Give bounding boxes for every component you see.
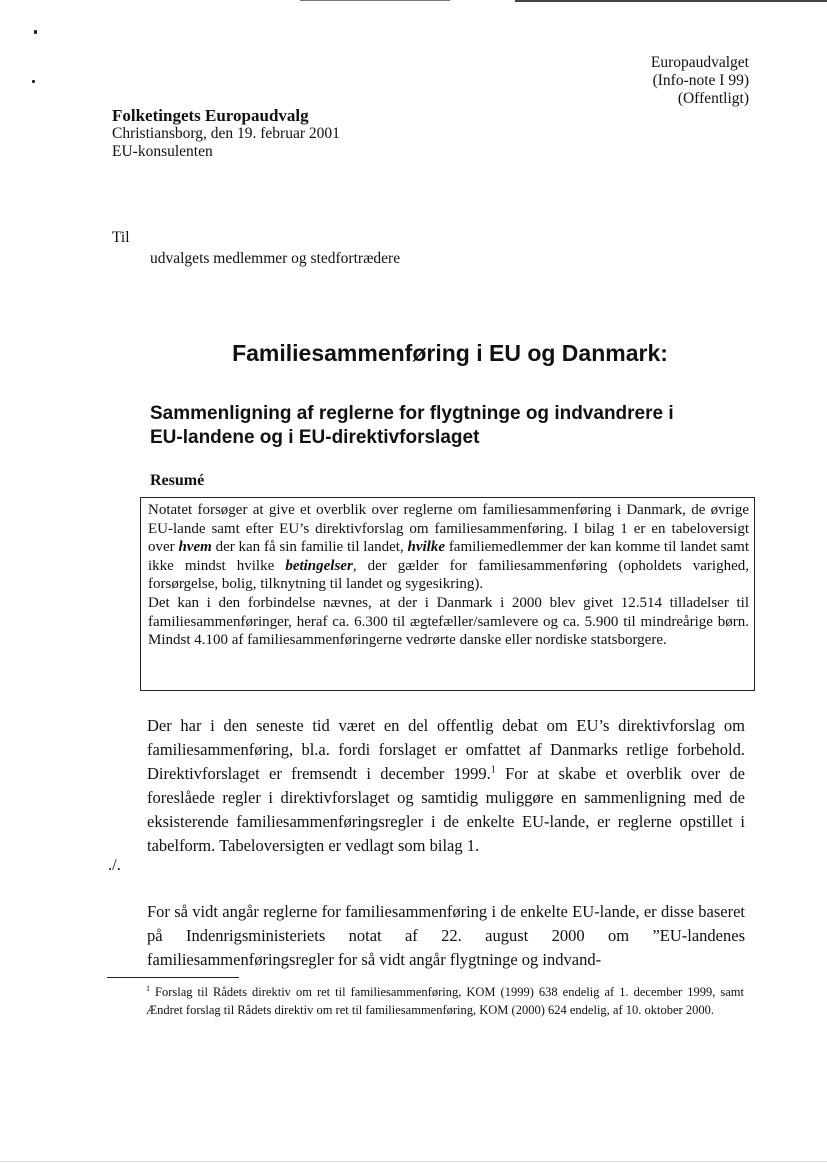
sender-organization: Folketingets Europaudvalg xyxy=(112,106,309,125)
footnote-separator xyxy=(107,977,239,978)
emphasis-betingelser: betingelser xyxy=(285,557,353,574)
resume-text: , der gælder for familiesammenføring (opholdets varighed, forsørgelse, bolig, tilknytning til landet og sygesikring). xyxy=(148,557,749,593)
body-text: For så vidt angår reglerne for familiesammenføring i de enkelte EU-lande, er disse baseret på Indenrigsministeriets notat af 22. august 2000 om ”EU-landenes familiesammenføringsregler for så vidt angår flygtninge og indvand- xyxy=(147,902,745,969)
footnote xyxy=(146,983,744,1019)
resume-heading: Resumé xyxy=(150,472,205,489)
body-text: Der har i den seneste tid været en del offentlig debat om EU’s direktivforslag om familiesammenføring, bl.a. fordi forslaget er omfattet af Danmarks retlige forbehold. Direktivforslaget er fremsendt i december 1999. xyxy=(147,716,745,783)
sender-block xyxy=(112,107,340,161)
scan-speck xyxy=(34,30,37,34)
committee-name: Europaudvalget xyxy=(650,54,749,71)
resume-paragraph xyxy=(148,501,749,594)
addressee-recipients: udvalgets medlemmer og stedfortrædere xyxy=(150,250,401,267)
footnote-text: Forslag til Rådets direktiv om ret til familiesammenføring, KOM (1999) 638 endelig af 1. december 1999, samt Ændret forslag til Rådets direktiv om ret til familiesammenføring, KOM (2000) 624 endelig, af 10. oktober 2000. xyxy=(146,985,745,1017)
body-paragraph xyxy=(147,900,745,972)
resume-text: familiemedlemmer der kan komme til landet samt ikke mindst hvilke xyxy=(148,539,749,574)
scan-edge-line xyxy=(300,0,450,1)
emphasis-hvilke: hvilke xyxy=(407,539,446,556)
author: EU-konsulenten xyxy=(112,143,213,160)
document-reference xyxy=(651,54,749,108)
place-date: Christiansborg, den 19. februar 2001 xyxy=(112,125,340,142)
subtitle-line: Sammenligning af reglerne for flygtninge og indvandrere i xyxy=(150,403,674,424)
body-paragraph xyxy=(147,714,745,858)
scan-speck xyxy=(32,80,35,83)
enclosure-margin-mark: ./. xyxy=(108,855,121,874)
note-reference: (Info-note I 99) xyxy=(652,72,749,89)
resume-box xyxy=(140,497,755,691)
resume-paragraph: Det kan i den forbindelse nævnes, at der i Danmark i 2000 blev givet 12.514 tilladelser til familiesammenføringer, heraf ca. 6.300 til ægtefæller/samlevere og ca. 5.900 til mindreårige børn. Mindst 4.100 af familiesammenføringerne vedrørte danske eller nordiske statsborgere. xyxy=(148,594,749,649)
scan-edge-line xyxy=(0,1161,827,1162)
addressee-label: Til xyxy=(112,229,130,246)
subtitle-line: EU-landene og i EU-direktivforslaget xyxy=(150,427,480,448)
footnote-number: 1 xyxy=(146,983,150,993)
document-subtitle xyxy=(150,402,770,450)
emphasis-hvem: hvem xyxy=(178,539,212,556)
resume-text: der kan få sin familie til landet, xyxy=(211,539,408,556)
resume-text: Notatet forsøger at give et overblik over reglerne om familiesammenføring i Danmark, de øvrige EU-lande samt efter EU’s direktivforslag om familiesammenføring. I bilag 1 er en tabeloversigt over xyxy=(148,502,749,556)
document-title: Familiesammenføring i EU og Danmark: xyxy=(232,340,668,366)
scan-edge-line xyxy=(515,0,827,2)
footnote-reference[interactable]: 1 xyxy=(490,764,496,776)
body-text: For at skabe et overblik over de foreslåede regler i direktivforslaget og samtidig muliggøre en sammenligning med de eksisterende familiesammenføringsregler i de enkelte EU-lande, er reglerne opstillet i tabelform. Tabeloversigten er vedlagt som bilag 1. xyxy=(147,764,746,855)
classification: (Offentligt) xyxy=(677,90,749,107)
